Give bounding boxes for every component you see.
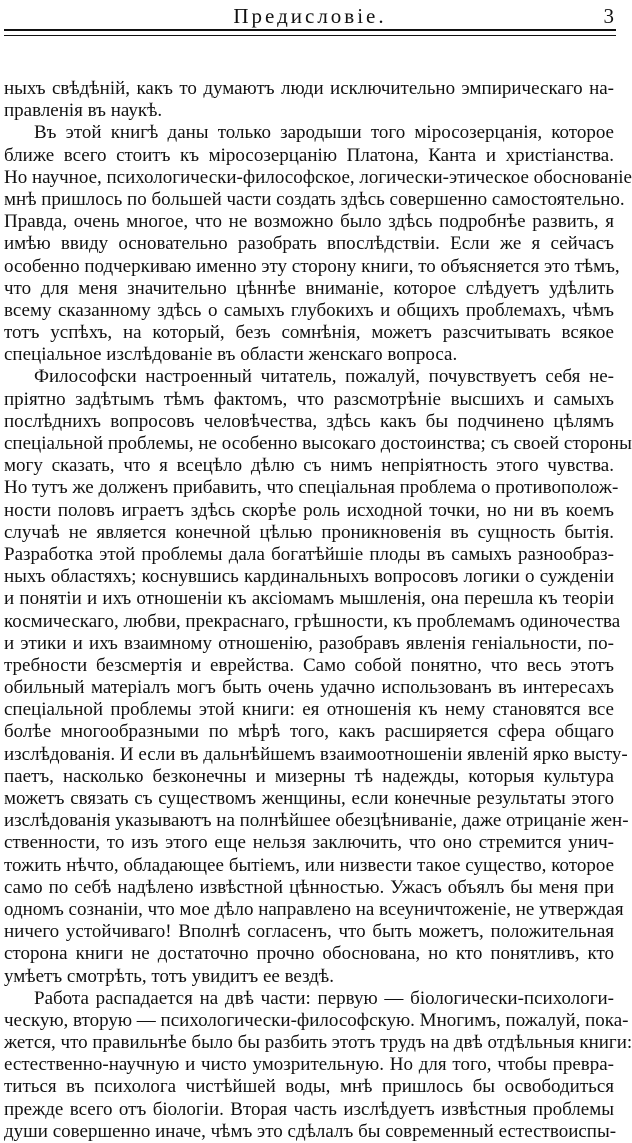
text-line: космическаго, любви, прекраснаго, грѣшности, къ проблемамъ одиночества	[4, 610, 621, 632]
text-line: Правда, очень многое, что не возможно было здѣсь подробнѣе развить, я	[4, 211, 614, 233]
text-line: обильный матеріалъ могъ быть очень удачно использованъ въ интересахъ	[4, 677, 614, 699]
text-line: сторона книги не достаточно прочно обоснована, но кто понятливъ, кто	[4, 943, 614, 965]
text-line: умѣетъ смотрѣть, тотъ увидитъ ее вездѣ.	[4, 965, 334, 987]
text-line: ближе всего стоитъ къ міросозерцанію Платона, Канта и христіанства.	[4, 144, 614, 166]
text-line: спеціальное изслѣдованіе въ области женскаго вопроса.	[4, 344, 458, 366]
text-line: само по себѣ надѣлено извѣстной цѣнностью. Ужасъ объялъ бы меня при	[4, 876, 614, 898]
text-line: ничего устойчиваго! Вполнѣ согласенъ, что быть можетъ, положительная	[4, 921, 614, 943]
text-line: особенно подчеркиваю именно эту сторону книги, то объясняется это тѣмъ,	[4, 255, 620, 277]
body-text	[4, 78, 632, 1143]
text-line: тожить нѣчто, обладающее бытіемъ, или низвести такое существо, которое	[4, 854, 614, 876]
text-line: случаѣ не является конечной цѣлью проникновенія въ сущность бытія.	[4, 521, 614, 543]
text-line: пріятно задѣтымъ тѣмъ фактомъ, что разсмотрѣніе высшихъ и самыхъ	[4, 388, 614, 410]
text-line: спеціальной проблемы, не особенно высокаго достоинства; съ своей стороны	[4, 433, 632, 454]
text-line: Въ этой книгѣ даны только зародыши того міросозерцанія, которое	[34, 122, 614, 144]
page-number: 3	[603, 4, 614, 28]
text-line: можетъ связать съ существомъ женщины, если конечные результаты этого	[4, 788, 614, 809]
text-line: и понятіи и ихъ отношеніи къ аксіомамъ мышленія, она перешла къ теоріи	[4, 588, 614, 610]
text-line: Работа распадается на двѣ части: первую — біологически-психологи-	[34, 987, 614, 1009]
text-line: Разработка этой проблемы дала богатѣйшіе плоды въ самыхъ разнообраз-	[4, 543, 614, 565]
text-line: мнѣ пришлось по большей части создать здѣсь совершенно самостоятельно.	[4, 188, 625, 210]
header-double-rule	[4, 29, 616, 36]
text-line: одномъ сознаніи, что мое дѣло направлено на всеуничтоженіе, не утверждая	[4, 898, 624, 920]
running-header	[0, 0, 620, 32]
text-line: всему сказанному здѣсь о самыхъ глубокихъ и общихъ проблемахъ, чѣмъ	[4, 299, 614, 321]
text-line: и этики и ихъ взаимному отношенію, разобравъ явленія геніальности, по-	[4, 632, 614, 654]
text-line: имѣю ввиду основательно разобрать впослѣдствіи. Если же я сейчасъ	[4, 233, 614, 255]
text-line: тотъ успѣхъ, на который, безъ сомнѣнія, можетъ разсчитывать всякое	[4, 322, 614, 344]
text-line: что для меня значительно цѣннѣе вниманіе, которое слѣдуетъ удѣлить	[4, 277, 614, 299]
text-line: прежде всего отъ біологіи. Вторая часть изслѣдуетъ извѣстныя проблемы	[4, 1098, 614, 1120]
text-line: болѣе многообразными по мѣрѣ того, какъ расширяется сфера общаго	[4, 721, 614, 743]
text-line: жется, что правильнѣе было бы разбить этотъ трудъ на двѣ отдѣльныя книги:	[4, 1032, 632, 1054]
text-line: души совершенно иначе, чѣмъ это сдѣлалъ бы современный естествоиспы-	[4, 1120, 617, 1142]
text-line: ственности, то изъ этого еще нельзя заключить, что оно стремится унич-	[4, 832, 614, 854]
text-line: паетъ, насколько безконечны и мизерны тѣ надежды, которыя культура	[4, 765, 614, 787]
text-line: послѣднихъ вопросовъ человѣчества, здѣсь какъ бы подчинено цѣлямъ	[4, 410, 614, 432]
text-line: ческую, вторую — психологически-философскую. Многимъ, пожалуй, пока-	[4, 1009, 629, 1031]
text-line: изслѣдованія указываютъ на полнѣйшее обезцѣниваніе, даже отрицаніе жен-	[4, 810, 629, 832]
text-line: правленія въ наукѣ.	[4, 100, 163, 122]
text-line: требности безсмертія и еврейства. Само собой понятно, что весь этотъ	[4, 654, 614, 676]
running-title: Предисловіе.	[233, 4, 387, 28]
text-line: ности половъ играетъ здѣсь скорѣе роль исходной точки, но ни въ коемъ	[4, 499, 614, 521]
text-line: ныхъ свѣдѣній, какъ то думаютъ люди исключительно эмпирическаго на-	[4, 78, 614, 99]
text-line: Но научное, психологически-философское, логически-этическое обоснованіе	[4, 166, 632, 188]
text-line: ныхъ областяхъ; коснувшись кардинальныхъ вопросовъ логики о сужденіи	[4, 566, 614, 588]
text-line: Философски настроенный читатель, пожалуй, почувствуетъ себя не-	[34, 366, 614, 388]
text-line: Но тутъ же долженъ прибавить, что спеціальная проблема о противополож-	[4, 477, 619, 499]
text-line: изслѣдованія. И если въ дальнѣйшемъ взаимоотношеніи явленій ярко высту-	[4, 743, 628, 765]
text-line: спеціальной проблемы этой книги: ея отношенія къ нему становятся все	[4, 699, 614, 721]
text-line: титься въ психолога чистѣйшей воды, мнѣ пришлось бы освободиться	[4, 1076, 614, 1098]
text-line: естественно-научную и чисто умозрительную. Но для того, чтобы превра-	[4, 1054, 614, 1076]
text-line: могу сказать, что я всецѣло дѣлю съ нимъ непріятность этого чувства.	[4, 455, 614, 477]
